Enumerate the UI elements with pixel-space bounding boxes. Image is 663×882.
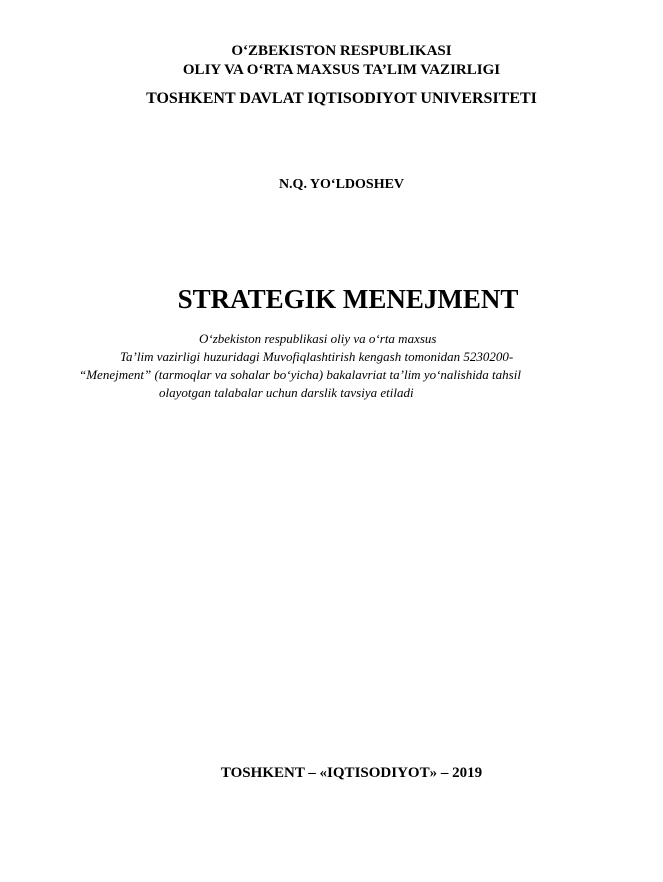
- approval-line-1: O‘zbekiston respublikasi oliy va o‘rta maxsus: [199, 331, 437, 346]
- university-name: TOSHKENT DAVLAT IQTISODIYOT UNIVERSITETI: [146, 90, 537, 107]
- book-title: STRATEGIK MENEJMENT: [177, 284, 519, 314]
- approval-line-2: Ta’lim vazirligi huzuridagi Muvofiqlashtirish kengash tomonidan 5230200-: [120, 349, 514, 364]
- publisher-imprint: TOSHKENT – «IQTISODIYOT» – 2019: [220, 765, 483, 781]
- approval-line-3: “Menejment” (tarmoqlar va sohalar bo‘yicha) bakalavriat ta’lim yo‘nalishida tahsil: [79, 367, 521, 382]
- author-name: N.Q. YO‘LDOSHEV: [278, 177, 405, 192]
- ministry-line-2: OLIY VA O‘RTA MAXSUS TA’LIM VAZIRLIGI: [182, 62, 501, 78]
- ministry-line-1: O‘ZBEKISTON RESPUBLIKASI: [231, 43, 452, 59]
- approval-line-4: olayotgan talabalar uchun darslik tavsiya etiladi: [159, 385, 414, 400]
